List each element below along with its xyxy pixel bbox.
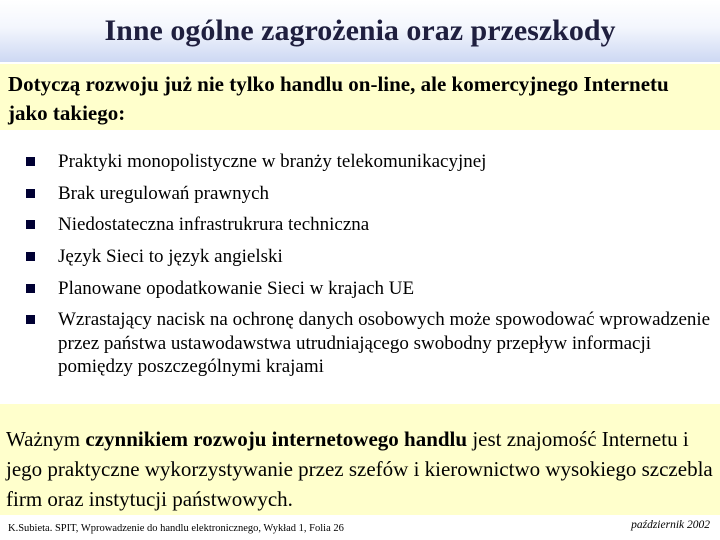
conclusion-emphasis: czynnikiem rozwoju internetowego handlu: [85, 427, 468, 451]
bullet-item: [26, 213, 716, 237]
bullet-text: Planowane opodatkowanie Sieci w krajach UE: [58, 277, 415, 299]
bullet-text: Wzrastający nacisk na ochronę danych osobowych może spowodować wprowadzenie przez państwa ustawodawstwa utrudniającego swobodny przepływ informacji pomiędzy poszczególnymi krajami: [58, 309, 711, 378]
square-bullet-icon: [26, 189, 35, 198]
bullet-text: Praktyki monopolistyczne w branży telekomunikacyjnej: [58, 151, 487, 172]
slide-title: Inne ogólne zagrożenia oraz przeszkody: [104, 14, 616, 47]
square-bullet-icon: [26, 315, 35, 324]
conclusion-prefix: Ważnym: [6, 427, 86, 451]
bullet-list: [26, 150, 716, 387]
bullet-text: Niedostateczna infrastrukrura techniczna: [58, 214, 370, 236]
bullet-item: [26, 245, 716, 269]
bullet-text: Język Sieci to język angielski: [58, 246, 283, 268]
square-bullet-icon: [26, 284, 35, 293]
intro-text: Dotyczą rozwoju już nie tylko handlu on-line, ale komercyjnego Internetu jako takiego:: [8, 72, 669, 125]
square-bullet-icon: [26, 157, 35, 166]
bullet-item: [26, 182, 716, 206]
square-bullet-icon: [26, 220, 35, 229]
footer-source: K.Subieta. SPIT, Wprowadzenie do handlu elektronicznego, Wykład 1, Folia 26: [8, 523, 344, 534]
bullet-item: [26, 277, 716, 301]
bullet-item: [26, 308, 716, 379]
square-bullet-icon: [26, 252, 35, 261]
bullet-item: [26, 150, 716, 174]
bullet-text: Brak uregulowań prawnych: [58, 182, 270, 204]
footer-date: październik 2002: [631, 519, 710, 531]
conclusion-suffix: jest znajomość Internetu i jego praktyczne wykorzystywanie przez szefów i kierownictwo wysokiego szczebla firm oraz instytucji państwowych.: [6, 427, 713, 511]
conclusion-text: [6, 424, 716, 514]
